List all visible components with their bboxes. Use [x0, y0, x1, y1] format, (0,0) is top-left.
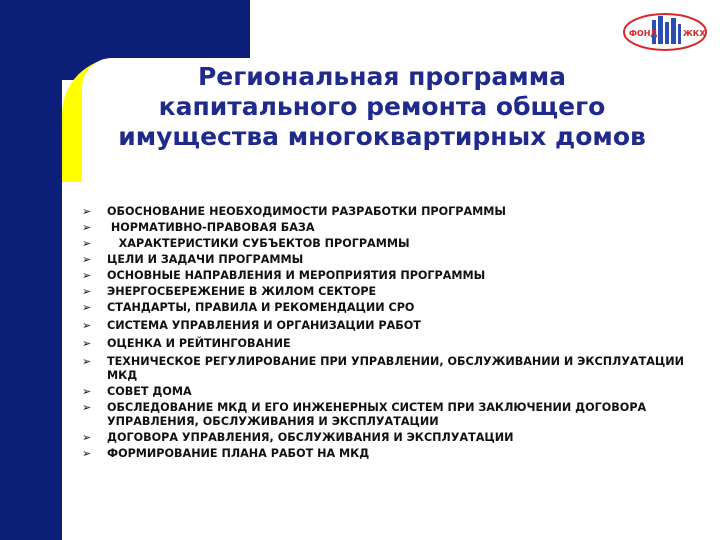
arrowhead-bullet-icon: ➢	[82, 237, 92, 250]
arrowhead-bullet-icon: ➢	[82, 269, 92, 282]
arrowhead-bullet-icon: ➢	[82, 205, 92, 218]
arrowhead-bullet-icon: ➢	[82, 221, 92, 234]
list-item: ➢ СТАНДАРТЫ, ПРАВИЛА И РЕКОМЕНДАЦИИ СРО	[82, 301, 415, 314]
logo-right-text: ЖКХ	[683, 29, 706, 38]
arrowhead-bullet-icon: ➢	[82, 319, 92, 332]
title-line-1: Региональная программа	[197, 62, 567, 91]
topics-list	[82, 205, 702, 463]
arrowhead-bullet-icon: ➢	[82, 447, 92, 460]
list-item: ➢ ОСНОВНЫЕ НАПРАВЛЕНИЯ И МЕРОПРИЯТИЯ ПРОГРАММЫ	[82, 269, 486, 282]
list-item: ➢ ОБОСНОВАНИЕ НЕОБХОДИМОСТИ РАЗРАБОТКИ ПРОГРАММЫ	[82, 205, 506, 218]
list-item: ➢ ТЕХНИЧЕСКОЕ РЕГУЛИРОВАНИЕ ПРИ УПРАВЛЕНИИ, ОБСЛУЖИВАНИИ И ЭКСПЛУАТАЦИИ МКД	[82, 355, 685, 382]
fond-zhkh-logo	[622, 12, 708, 52]
list-item: ➢ ФОРМИРОВАНИЕ ПЛАНА РАБОТ НА МКД	[82, 447, 370, 460]
arrowhead-bullet-icon: ➢	[82, 355, 92, 368]
list-item: ➢ ДОГОВОРА УПРАВЛЕНИЯ, ОБСЛУЖИВАНИЯ И ЭКСПЛУАТАЦИИ	[82, 431, 514, 444]
list-item: ➢ СОВЕТ ДОМА	[82, 385, 192, 398]
arrowhead-bullet-icon: ➢	[82, 431, 92, 444]
arrowhead-bullet-icon: ➢	[82, 285, 92, 298]
list-item: ➢ НОРМАТИВНО-ПРАВОВАЯ БАЗА	[82, 221, 315, 234]
list-item: ➢ ОБСЛЕДОВАНИЕ МКД И ЕГО ИНЖЕНЕРНЫХ СИСТЕМ ПРИ ЗАКЛЮЧЕНИИ ДОГОВОРА УПРАВЛЕНИЯ, ОБСЛУЖИВАНИЯ И ЭКСПЛУАТАЦИИ	[82, 401, 647, 428]
logo-left-text: ФОНД	[629, 29, 658, 38]
list-item: ➢ ХАРАКТЕРИСТИКИ СУБЪЕКТОВ ПРОГРАММЫ	[82, 237, 410, 250]
arrowhead-bullet-icon: ➢	[82, 385, 92, 398]
title-line-3: имущества многоквартирных домов	[118, 122, 646, 151]
list-item: ➢ ЦЕЛИ И ЗАДАЧИ ПРОГРАММЫ	[82, 253, 304, 266]
arrowhead-bullet-icon: ➢	[82, 253, 92, 266]
arrowhead-bullet-icon: ➢	[82, 401, 92, 414]
arrowhead-bullet-icon: ➢	[82, 337, 92, 350]
list-item: ➢ ЭНЕРГОСБЕРЕЖЕНИЕ В ЖИЛОМ СЕКТОРЕ	[82, 285, 377, 298]
arrowhead-bullet-icon: ➢	[82, 301, 92, 314]
list-item: ➢ ОЦЕНКА И РЕЙТИНГОВАНИЕ	[82, 337, 291, 350]
title-line-2: капитального ремонта общего	[158, 92, 606, 121]
slide-title	[82, 62, 682, 152]
list-item: ➢ СИСТЕМА УПРАВЛЕНИЯ И ОРГАНИЗАЦИИ РАБОТ	[82, 319, 421, 332]
left-navy-bar	[0, 0, 62, 540]
